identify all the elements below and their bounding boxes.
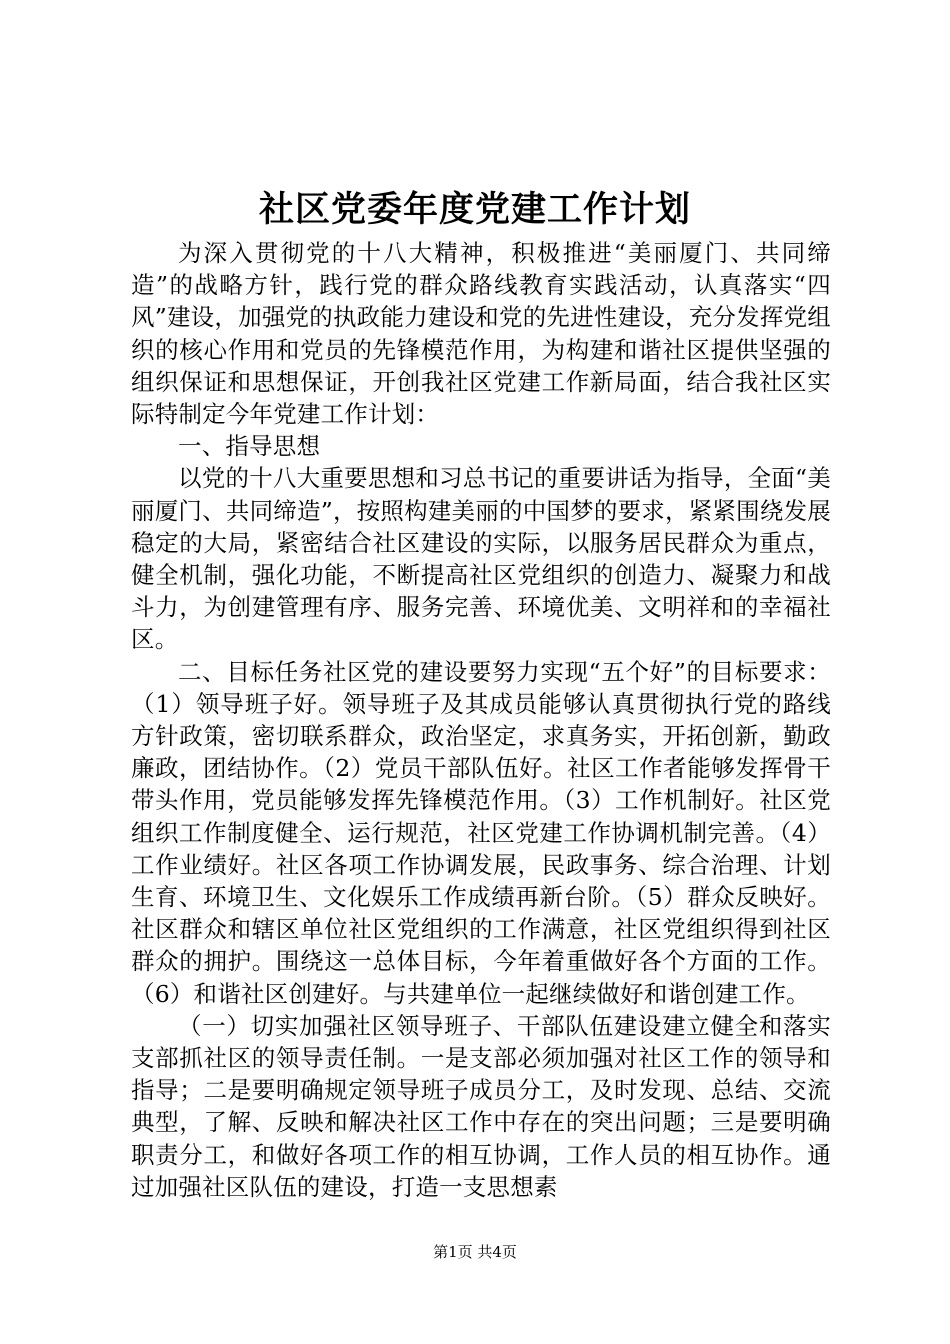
section-heading-guiding-thought: 一、指导思想 (178, 432, 321, 461)
paragraph-intro: 为深入贯彻党的十八大精神，积极推进“美丽厦门、共同缔造”的战略方针，践行党的群众路线教育实践活动，认真落实“四风”建设，加强党的执政能力建设和党的先进性建设，充分发挥党组织的核心作用和党员的先锋模范作用，为构建和谐社区提供坚强的组织保证和思想保证，开创我社区党建工作新局面，结合我社区实际特制定今年党建工作计划： (131, 239, 831, 429)
page-number: 第1页 共4页 (433, 1243, 517, 1261)
paragraph-objectives: 二、目标任务社区党的建设要努力实现“五个好”的目标要求：（1）领导班子好。领导班子及其成员能够认真贯彻执行党的路线方针政策，密切联系群众，政治坚定，求真务实，开拓创新，勤政廉政，团结协作。（2）党员干部队伍好。社区工作者能够发挥骨干带头作用，党员能够发挥先锋模范作用。（3）工作机制好。社区党组织工作制度健全、运行规范，社区党建工作协调机制完善。（4）工作业绩好。社区各项工作协调发展，民政事务、综合治理、计划生育、环境卫生、文化娱乐工作成绩再新台阶。（5）群众反映好。社区群众和辖区单位社区党组织的工作满意，社区党组织得到社区群众的拥护。围绕这一总体目标，今年着重做好各个方面的工作。（6）和谐社区创建好。与共建单位一起继续做好和谐创建工作。 (131, 657, 831, 1008)
document-body (131, 237, 831, 1203)
document-title: 社区党委年度党建工作计划 (258, 189, 691, 230)
paragraph-leadership: （一）切实加强社区领导班子、干部队伍建设建立健全和落实支部抓社区的领导责任制。一是支部必须加强对社区工作的领导和指导；二是要明确规定领导班子成员分工，及时发现、总结、交流典型，了解、反映和解决社区工作中存在的突出问题；三是要明确职责分工，和做好各项工作的相互协调，工作人员的相互协作。通过加强社区队伍的建设，打造一支思想素 (131, 1011, 831, 1201)
paragraph-guiding-thought: 以党的十八大重要思想和习总书记的重要讲话为指导，全面“美丽厦门、共同缔造”，按照构建美丽的中国梦的要求，紧紧围绕发展稳定的大局，紧密结合社区建设的实际，以服务居民群众为重点，健全机制，强化功能，不断提高社区党组织的创造力、凝聚力和战斗力，为创建管理有序、服务完善、环境优美、文明祥和的幸福社区。 (131, 464, 831, 654)
